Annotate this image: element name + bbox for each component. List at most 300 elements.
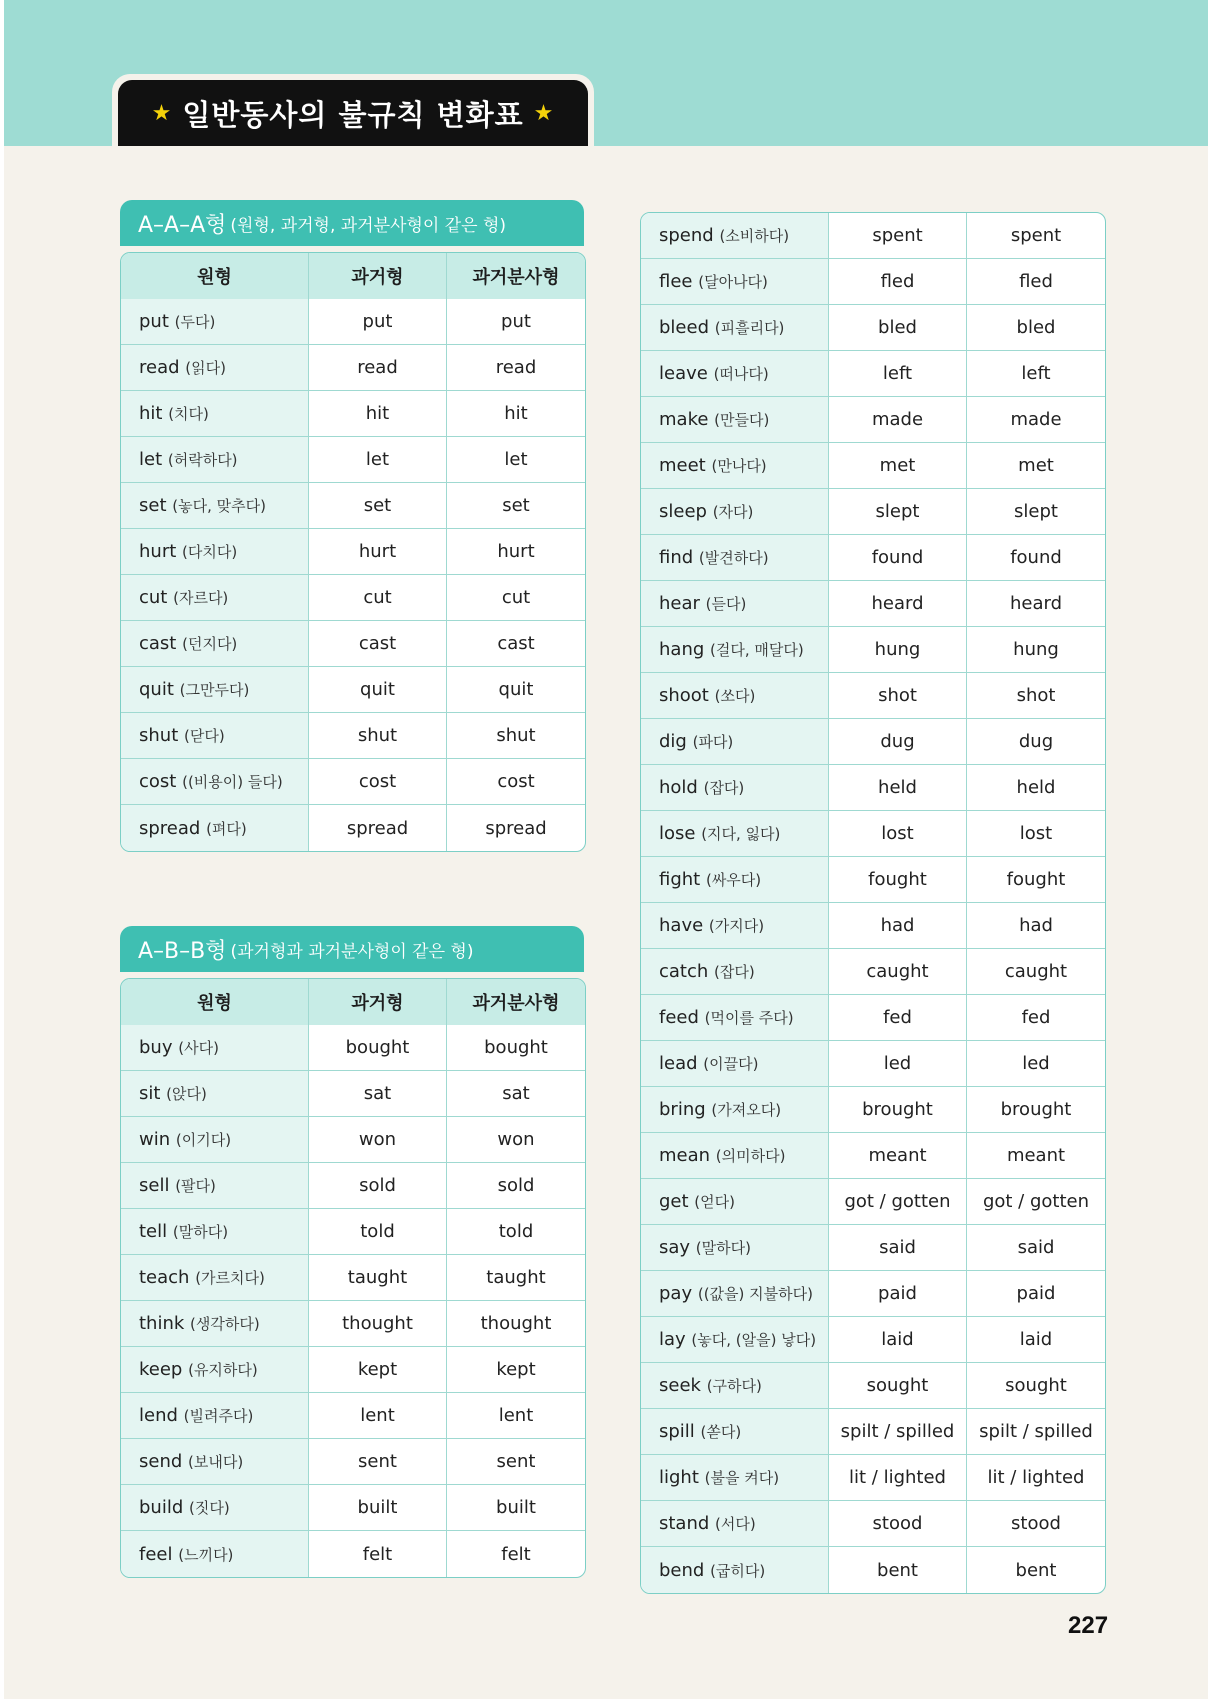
past-participle-cell: laid: [967, 1317, 1105, 1363]
verb-meaning: (앉다): [166, 1085, 207, 1103]
past-form-cell: sold: [309, 1163, 447, 1209]
column-header-base: 원형: [121, 979, 309, 1025]
base-form-cell: [121, 1393, 309, 1439]
verb-base-form: cost: [139, 771, 177, 792]
past-participle-cell: cut: [447, 575, 585, 621]
table-row: [641, 765, 1105, 811]
table-header-row: [121, 979, 585, 1025]
verb-base-form: pay: [659, 1283, 693, 1304]
past-form-cell: had: [829, 903, 967, 949]
past-form-cell: led: [829, 1041, 967, 1087]
past-participle-cell: fled: [967, 259, 1105, 305]
verb-meaning: (읽다): [185, 359, 226, 377]
verb-meaning: (빌려주다): [183, 1407, 254, 1425]
base-form-cell: [121, 1439, 309, 1485]
past-participle-cell: taught: [447, 1255, 585, 1301]
past-participle-cell: told: [447, 1209, 585, 1255]
table-row: [121, 1393, 585, 1439]
verb-meaning: (그만두다): [179, 681, 250, 699]
table-row: [641, 397, 1105, 443]
past-form-cell: sat: [309, 1071, 447, 1117]
table-row: [641, 1133, 1105, 1179]
past-form-cell: lost: [829, 811, 967, 857]
base-form-cell: [121, 713, 309, 759]
base-form-cell: [641, 1547, 829, 1593]
base-form-cell: [641, 673, 829, 719]
past-form-cell: won: [309, 1117, 447, 1163]
table-row: [121, 805, 585, 851]
table-row: [121, 575, 585, 621]
past-form-cell: spread: [309, 805, 447, 851]
verb-meaning: (두다): [174, 313, 216, 331]
past-form-cell: fought: [829, 857, 967, 903]
base-form-cell: [121, 1485, 309, 1531]
verb-base-form: hit: [139, 403, 163, 424]
verb-base-form: dig: [659, 731, 687, 752]
verb-meaning: (피흘리다): [714, 319, 785, 337]
verb-meaning: (다치다): [182, 543, 238, 561]
verb-meaning: (던지다): [182, 635, 238, 653]
verb-meaning: (치다): [168, 405, 209, 423]
page: [4, 0, 1208, 1699]
table-row: [121, 391, 585, 437]
verb-meaning: (먹이를 주다): [704, 1009, 794, 1027]
past-participle-cell: let: [447, 437, 585, 483]
past-participle-cell: bought: [447, 1025, 585, 1071]
past-form-cell: said: [829, 1225, 967, 1271]
verb-meaning: (굽히다): [710, 1561, 766, 1580]
star-icon: ★: [533, 100, 555, 126]
aaa-section-header: [120, 200, 584, 246]
column-header-past-participle: 과거분사형: [447, 253, 585, 299]
past-participle-cell: put: [447, 299, 585, 345]
table-row: [641, 1409, 1105, 1455]
verb-meaning: (파다): [692, 733, 734, 751]
column-header-past: 과거형: [309, 979, 447, 1025]
verb-meaning: ((비용이) 들다): [182, 773, 283, 791]
base-form-cell: [641, 1041, 829, 1087]
verb-base-form: think: [139, 1313, 185, 1334]
past-form-cell: brought: [829, 1087, 967, 1133]
past-form-cell: meant: [829, 1133, 967, 1179]
past-form-cell: told: [309, 1209, 447, 1255]
verb-base-form: spill: [659, 1421, 695, 1442]
verb-base-form: sleep: [659, 501, 707, 522]
abb-section-header: [120, 926, 584, 972]
past-form-cell: caught: [829, 949, 967, 995]
past-form-cell: spilt / spilled: [829, 1409, 967, 1455]
past-participle-cell: spread: [485, 817, 547, 839]
past-form-cell: bent: [829, 1547, 967, 1593]
past-form-cell: fled: [829, 259, 967, 305]
past-participle-cell: sat: [447, 1071, 585, 1117]
verb-meaning: (불을 켜다): [704, 1469, 780, 1487]
star-icon: ★: [151, 100, 173, 126]
verb-meaning: (잡다): [703, 779, 745, 797]
past-form-cell: set: [309, 483, 447, 529]
verb-base-form: find: [659, 547, 694, 568]
table-row: [641, 489, 1105, 535]
verb-meaning: (놓다, 맞추다): [172, 497, 266, 515]
base-form-cell: [641, 1225, 829, 1271]
past-participle-cell: hung: [967, 627, 1105, 673]
verb-meaning: (서다): [715, 1515, 756, 1533]
past-form-cell: kept: [309, 1347, 447, 1393]
aaa-subheading: (원형, 과거형, 과거분사형이 같은 형): [230, 215, 507, 236]
base-form-cell: [121, 437, 309, 483]
table-row: [641, 627, 1105, 673]
past-form-cell: slept: [829, 489, 967, 535]
page-title: 일반동사의 불규칙 변화표: [182, 97, 524, 132]
base-form-cell: [641, 1133, 829, 1179]
aaa-heading: A–A–A형: [138, 212, 227, 238]
table-row: [121, 345, 585, 391]
past-form-cell: built: [309, 1485, 447, 1531]
base-form-cell: [641, 903, 829, 949]
past-participle-cell: paid: [967, 1271, 1105, 1317]
past-form-cell: put: [309, 299, 447, 345]
past-form-cell: let: [309, 437, 447, 483]
verb-base-form: shut: [139, 725, 179, 746]
verb-meaning: (듣다): [705, 595, 747, 613]
verb-meaning: (구하다): [706, 1377, 762, 1395]
verb-base-form: say: [659, 1237, 691, 1258]
past-form-cell: cast: [309, 621, 447, 667]
verb-base-form: build: [139, 1497, 184, 1518]
base-form-cell: [641, 581, 829, 627]
past-participle-cell: met: [967, 443, 1105, 489]
verb-base-form: mean: [659, 1145, 711, 1166]
table-row: [641, 1271, 1105, 1317]
past-form-cell: paid: [829, 1271, 967, 1317]
base-form-cell: [121, 759, 309, 805]
past-form-cell: hurt: [309, 529, 447, 575]
past-form-cell: fed: [829, 995, 967, 1041]
base-form-cell: [121, 575, 309, 621]
table-header-row: [121, 253, 585, 299]
past-form-cell: hung: [829, 627, 967, 673]
verb-base-form: read: [139, 357, 180, 378]
table-row: [641, 443, 1105, 489]
verb-meaning: (닫다): [184, 727, 225, 745]
table-row: [121, 1531, 585, 1577]
past-participle-cell: sent: [447, 1439, 585, 1485]
base-form-cell: [641, 1179, 829, 1225]
base-form-cell: [641, 857, 829, 903]
table-row: [641, 857, 1105, 903]
base-form-cell: [121, 1117, 309, 1163]
past-participle-cell: felt: [501, 1543, 531, 1565]
base-form-cell: [121, 1025, 309, 1071]
past-participle-cell: stood: [967, 1501, 1105, 1547]
past-participle-cell: led: [967, 1041, 1105, 1087]
table-row: [121, 667, 585, 713]
verb-base-form: buy: [139, 1037, 173, 1058]
verb-meaning: (이기다): [175, 1131, 232, 1149]
base-form-cell: [641, 627, 829, 673]
verb-meaning: (지다, 잃다): [701, 825, 781, 843]
past-form-cell: lit / lighted: [829, 1455, 967, 1501]
verb-meaning: (말하다): [695, 1239, 751, 1257]
table-row: [121, 713, 585, 759]
verb-base-form: have: [659, 915, 704, 936]
past-participle-cell: held: [967, 765, 1105, 811]
past-participle-cell: fought: [967, 857, 1105, 903]
base-form-cell: [641, 305, 829, 351]
past-form-cell: thought: [309, 1301, 447, 1347]
verb-base-form: sit: [139, 1083, 161, 1104]
past-participle-cell: found: [967, 535, 1105, 581]
verb-meaning: (가르치다): [195, 1269, 265, 1287]
past-participle-cell: left: [967, 351, 1105, 397]
abb-verb-table-continued: [640, 212, 1106, 1594]
past-form-cell: hit: [309, 391, 447, 437]
base-form-cell: [641, 1087, 829, 1133]
verb-base-form: win: [139, 1129, 171, 1150]
verb-meaning: (생각하다): [190, 1315, 260, 1333]
verb-base-form: teach: [139, 1267, 190, 1288]
verb-base-form: lay: [659, 1329, 686, 1350]
verb-meaning: (유지하다): [188, 1361, 258, 1379]
past-form-cell: spent: [829, 213, 967, 259]
past-participle-cell: won: [447, 1117, 585, 1163]
base-form-cell: [641, 1409, 829, 1455]
base-form-cell: [121, 483, 309, 529]
verb-meaning: (쏘다): [714, 687, 756, 705]
base-form-cell: [121, 529, 309, 575]
past-form-cell: made: [829, 397, 967, 443]
past-form-cell: found: [829, 535, 967, 581]
table-row: [121, 483, 585, 529]
table-row: [121, 1347, 585, 1393]
past-form-cell: bled: [829, 305, 967, 351]
verb-meaning: (떠나다): [713, 365, 769, 383]
table-row: [121, 759, 585, 805]
verb-base-form: spread: [139, 817, 201, 839]
verb-base-form: hang: [659, 639, 705, 660]
verb-base-form: meet: [659, 455, 706, 476]
verb-meaning: (달아나다): [698, 273, 768, 291]
verb-meaning: (얻다): [694, 1193, 735, 1211]
verb-meaning: (자다): [712, 503, 754, 521]
base-form-cell: [121, 391, 309, 437]
verb-meaning: (짓다): [189, 1499, 230, 1517]
verb-base-form: tell: [139, 1221, 168, 1242]
verb-meaning: (놓다, (알을) 낳다): [691, 1331, 817, 1349]
table-row: [641, 213, 1105, 259]
base-form-cell: [641, 949, 829, 995]
past-form-cell: shut: [309, 713, 447, 759]
base-form-cell: [641, 489, 829, 535]
table-row: [641, 949, 1105, 995]
past-form-cell: cut: [309, 575, 447, 621]
verb-base-form: spend: [659, 225, 714, 246]
table-row: [641, 903, 1105, 949]
table-row: [641, 1041, 1105, 1087]
past-form-cell: held: [829, 765, 967, 811]
past-form-cell: bought: [309, 1025, 447, 1071]
page-number: 227: [1068, 1612, 1109, 1639]
past-form-cell: shot: [829, 673, 967, 719]
table-row: [641, 259, 1105, 305]
verb-base-form: catch: [659, 961, 709, 982]
verb-base-form: hold: [659, 777, 698, 798]
verb-meaning: (의미하다): [715, 1147, 786, 1165]
past-participle-cell: fed: [967, 995, 1105, 1041]
past-participle-cell: kept: [447, 1347, 585, 1393]
verb-meaning: ((값을) 지불하다): [697, 1285, 813, 1303]
past-participle-cell: brought: [967, 1087, 1105, 1133]
past-form-cell: taught: [309, 1255, 447, 1301]
base-form-cell: [641, 213, 829, 259]
past-participle-cell: shot: [967, 673, 1105, 719]
verb-base-form: seek: [659, 1375, 701, 1396]
base-form-cell: [121, 621, 309, 667]
table-row: [121, 1301, 585, 1347]
past-participle-cell: set: [447, 483, 585, 529]
verb-base-form: let: [139, 449, 163, 470]
past-participle-cell: bled: [967, 305, 1105, 351]
table-row: [121, 299, 585, 345]
base-form-cell: [641, 1317, 829, 1363]
base-form-cell: [641, 1501, 829, 1547]
base-form-cell: [121, 1255, 309, 1301]
verb-meaning: (발견하다): [698, 549, 769, 567]
past-participle-cell: bent: [1015, 1559, 1057, 1581]
past-form-cell: stood: [829, 1501, 967, 1547]
past-participle-cell: meant: [967, 1133, 1105, 1179]
verb-base-form: quit: [139, 679, 174, 700]
verb-base-form: cast: [139, 633, 177, 654]
past-participle-cell: lent: [447, 1393, 585, 1439]
base-form-cell: [121, 1209, 309, 1255]
verb-base-form: cut: [139, 587, 168, 608]
base-form-cell: [641, 535, 829, 581]
verb-base-form: bleed: [659, 317, 710, 338]
verb-base-form: light: [659, 1467, 699, 1488]
past-form-cell: laid: [829, 1317, 967, 1363]
past-participle-cell: slept: [967, 489, 1105, 535]
verb-meaning: (이끌다): [703, 1055, 759, 1073]
base-form-cell: [641, 397, 829, 443]
base-form-cell: [121, 345, 309, 391]
base-form-cell: [121, 299, 309, 345]
verb-base-form: lead: [659, 1053, 698, 1074]
verb-meaning: (말하다): [172, 1223, 229, 1241]
past-form-cell: heard: [829, 581, 967, 627]
past-participle-cell: got / gotten: [967, 1179, 1105, 1225]
base-form-cell: [121, 1531, 309, 1577]
table-row: [121, 1071, 585, 1117]
verb-base-form: set: [139, 495, 167, 516]
base-form-cell: [641, 1271, 829, 1317]
past-participle-cell: quit: [447, 667, 585, 713]
base-form-cell: [641, 1455, 829, 1501]
verb-meaning: (만나다): [711, 457, 767, 475]
past-form-cell: sought: [829, 1363, 967, 1409]
base-form-cell: [121, 1163, 309, 1209]
verb-base-form: make: [659, 409, 709, 430]
base-form-cell: [121, 667, 309, 713]
verb-base-form: flee: [659, 271, 693, 292]
table-row: [641, 1363, 1105, 1409]
verb-meaning: (싸우다): [705, 871, 762, 889]
table-row: [641, 1455, 1105, 1501]
past-participle-cell: sold: [447, 1163, 585, 1209]
table-row: [641, 351, 1105, 397]
abb-subheading: (과거형과 과거분사형이 같은 형): [230, 941, 474, 962]
past-participle-cell: spilt / spilled: [967, 1409, 1105, 1455]
past-participle-cell: made: [967, 397, 1105, 443]
verb-meaning: (팔다): [175, 1177, 216, 1195]
verb-base-form: bend: [659, 1559, 705, 1581]
base-form-cell: [641, 351, 829, 397]
verb-base-form: send: [139, 1451, 183, 1472]
aaa-verb-table: [120, 252, 586, 852]
verb-base-form: shoot: [659, 685, 709, 706]
past-participle-cell: had: [967, 903, 1105, 949]
past-form-cell: sent: [309, 1439, 447, 1485]
past-form-cell: read: [309, 345, 447, 391]
past-participle-cell: hurt: [447, 529, 585, 575]
past-participle-cell: spent: [967, 213, 1105, 259]
past-participle-cell: lost: [967, 811, 1105, 857]
past-participle-cell: thought: [447, 1301, 585, 1347]
base-form-cell: [121, 1071, 309, 1117]
table-row: [121, 437, 585, 483]
past-participle-cell: hit: [447, 391, 585, 437]
table-row: [641, 305, 1105, 351]
table-row: [121, 529, 585, 575]
past-form-cell: got / gotten: [829, 1179, 967, 1225]
past-form-cell: met: [829, 443, 967, 489]
past-participle-cell: sought: [967, 1363, 1105, 1409]
table-row: [641, 1225, 1105, 1271]
past-participle-cell: cost: [447, 759, 585, 805]
verb-base-form: hear: [659, 593, 700, 614]
verb-base-form: feed: [659, 1007, 699, 1028]
table-row: [641, 1179, 1105, 1225]
verb-meaning: (잡다): [714, 963, 755, 981]
table-row: [121, 1209, 585, 1255]
verb-meaning: (소비하다): [719, 227, 790, 245]
past-form-cell: left: [829, 351, 967, 397]
past-participle-cell: shut: [447, 713, 585, 759]
past-participle-cell: heard: [967, 581, 1105, 627]
column-header-past: 과거형: [309, 253, 447, 299]
verb-meaning: (사다): [178, 1039, 219, 1057]
table-row: [641, 673, 1105, 719]
table-row: [121, 1439, 585, 1485]
verb-meaning: (가져오다): [711, 1101, 782, 1119]
past-form-cell: lent: [309, 1393, 447, 1439]
verb-meaning: (펴다): [206, 819, 247, 838]
verb-meaning: (걸다, 매달다): [710, 641, 804, 659]
table-row: [641, 1087, 1105, 1133]
base-form-cell: [641, 443, 829, 489]
base-form-cell: [641, 719, 829, 765]
table-row: [121, 1117, 585, 1163]
verb-base-form: get: [659, 1191, 689, 1212]
verb-base-form: stand: [659, 1513, 710, 1534]
abb-heading: A–B–B형: [138, 938, 227, 964]
column-header-base: 원형: [121, 253, 309, 299]
table-row: [641, 995, 1105, 1041]
past-participle-cell: said: [967, 1225, 1105, 1271]
abb-verb-table: [120, 978, 586, 1578]
past-participle-cell: caught: [967, 949, 1105, 995]
table-row: [121, 621, 585, 667]
